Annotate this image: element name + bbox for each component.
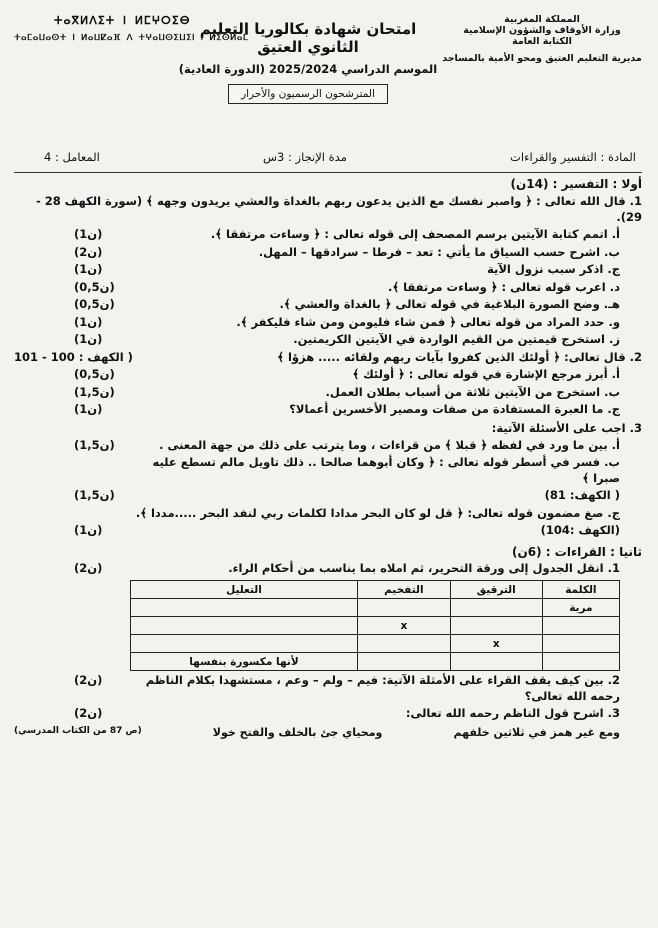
question-stem: 1. قال الله تعالى : ﴿ واصبر نفسك مع الذين يدعون ربهم بالغداة والعشي يريدون وجهه ﴾ (سورة الكهف 28 - 29). <box>35 194 642 224</box>
table-header: الكلمة <box>542 581 619 599</box>
item-text: هـ. وضح الصورة البلاغية في قوله تعالى ﴿ بالغداة والعشي ﴾. <box>279 297 620 311</box>
verse-source: (ص 87 من الكتاب المدرسي) <box>14 725 142 736</box>
table-header: التعليل <box>131 581 358 599</box>
item-points: (0,5ن) <box>74 367 115 381</box>
item-text: ب. اشرح حسب السياق ما يأتي : تعد – فرطا – سرادقها – المهل. <box>258 244 620 259</box>
question-item <box>14 402 642 418</box>
question-ref: ( الكهف : 100 - 101 <box>14 349 133 364</box>
item-points: (1,5ن) <box>74 488 115 502</box>
item-text: ج. اذكر سبب نزول الآية <box>487 262 620 276</box>
item-text: ج. ما العبرة المستفادة من صفات ومصير الأخسرين أعمالا؟ <box>289 402 620 416</box>
exam-title-block <box>174 20 442 104</box>
ra-rules-table <box>130 580 620 671</box>
exam-meta <box>14 148 642 166</box>
question-item <box>14 706 642 722</box>
poem-verse <box>14 726 642 739</box>
ministry-block <box>442 14 642 64</box>
verse-second-hemistich: ومحياي جئ بالخلف والفتح خولا <box>212 725 383 739</box>
table-cell: مرية <box>542 599 619 617</box>
question-item <box>14 315 642 331</box>
verse-first-hemistich: ومع غير همز في ثلاثين خلفهم <box>453 725 620 739</box>
table-cell <box>542 617 619 635</box>
item-points: (0,5ن) <box>74 279 115 294</box>
question-item <box>14 488 642 504</box>
table-cell <box>450 599 542 617</box>
table-cell: x <box>450 635 542 653</box>
table-cell <box>542 635 619 653</box>
question-item <box>14 385 642 401</box>
exam-title: امتحان شهادة بكالوريا التعليم الثانوي العتيق <box>199 20 417 56</box>
table-row <box>131 599 620 617</box>
item-text: ب. فسر في أسطر قوله تعالى : ﴿ وكان أبوهما صالحا .. ذلك تاويل مالم تسطع عليه صبرا ﴾ <box>152 455 620 485</box>
coefficient-label: المعامل : 4 <box>44 150 100 164</box>
table-cell <box>450 653 542 671</box>
item-text: ب. استخرج من الآيتين ثلاثة من أسباب بطلان العمل. <box>325 384 620 399</box>
item-points: (2ن) <box>74 560 103 575</box>
item-points: (1ن) <box>74 227 103 241</box>
ministry-line: المملكة المغربية <box>504 14 580 25</box>
table-cell <box>131 599 358 617</box>
item-text: أ. أبرز مرجع الإشارة في قوله تعالى : ﴿ أولئك ﴾ <box>352 367 620 381</box>
item-points: (0,5ن) <box>74 297 115 311</box>
item-text: 2. بين كيف يقف القراء على الأمثلة الآتية: فيم – ولم – وعم ، مستشهدا بكلام الناظم رحمه الله تعالى؟ <box>145 673 620 703</box>
table-cell <box>357 599 450 617</box>
table-header: الترقيق <box>450 581 542 599</box>
subject-label: المادة : التفسير والقراءات <box>510 150 636 164</box>
item-points: (2ن) <box>74 706 103 720</box>
item-points: (1ن) <box>74 332 103 346</box>
item-points: (2ن) <box>74 673 103 687</box>
section-title: ثانيا : القراءات : (6ن) <box>512 544 642 559</box>
item-points: (1ن) <box>74 262 103 276</box>
item-text: 3. اشرح قول الناظم رحمه الله تعالى: <box>405 706 620 720</box>
item-points: (1,5ن) <box>74 437 115 452</box>
document-header <box>14 8 642 100</box>
question-item <box>14 227 642 243</box>
item-text: (الكهف :104) <box>540 523 620 537</box>
table-cell: لأنها مكسورة بنفسها <box>131 653 358 671</box>
table-cell <box>450 617 542 635</box>
question-item <box>14 297 642 313</box>
item-text: 1. انقل الجدول إلى ورقة التحرير، ثم املاه بما يناسب من أحكام الراء. <box>228 560 620 575</box>
question-item <box>14 245 642 261</box>
duration-label: مدة الإنجاز : 3س <box>262 150 347 164</box>
item-text: أ. بين ما ورد في لفظه ﴿ قبلا ﴾ من قراءات ، وما يترتب على ذلك من جهة المعنى . <box>159 437 620 452</box>
item-points: (1,5ن) <box>74 384 115 399</box>
item-points: (1ن) <box>74 402 103 416</box>
table-row <box>131 653 620 671</box>
question-stem-text: 2. قال تعالى: ﴿ أولئك الذين كفروا بآيات ربهم ولقائه ..... هزؤا ﴾ <box>277 349 642 364</box>
question-item <box>14 523 642 539</box>
ministry-line: وزارة الأوقاف والشؤون الإسلامية <box>463 25 621 36</box>
tifinagh-line: ⵜⴰⵎⴰⵡⴰⵙⵜ ⵏ ⵍⴰⵡⵇⴰⴼ ⴷ ⵜⵖⴰⵡⵙⵉⵡⵉⵏ ⵏ ⵍⵉⵙⵍⴰⵎ <box>14 33 249 43</box>
item-points: (1ن) <box>74 314 103 329</box>
table-cell <box>542 653 619 671</box>
item-text: ز. استخرج قيمتين من القيم الواردة في الآيتين الكريمتين. <box>293 332 620 346</box>
item-points: (1ن) <box>74 523 103 537</box>
ministry-line: مديرية التعليم العتيق ومحو الأمية بالمساجد <box>442 53 642 64</box>
question-item <box>14 280 642 296</box>
exam-session: الموسم الدراسي 2025/2024 (الدورة العادية) <box>178 62 438 76</box>
item-points: (2ن) <box>74 244 103 259</box>
tifinagh-line: ⵜⴰⴳⵍⴷⵉⵜ ⵏ ⵍⵎⵖⵔⵉⴱ <box>54 14 191 27</box>
table-row <box>131 617 620 635</box>
ministry-line: الكتابة العامة <box>512 36 572 47</box>
question-item <box>14 367 642 383</box>
question-item <box>14 438 642 454</box>
question-stem <box>14 350 642 366</box>
divider <box>14 172 642 173</box>
table-header: التفخيم <box>357 581 450 599</box>
item-text: و. حدد المراد من قوله تعالى ﴿ فمن شاء فليومن ومن شاء فليكفر ﴾. <box>236 314 620 329</box>
question-item <box>14 262 642 278</box>
question-item <box>14 673 642 704</box>
table-cell: x <box>357 617 450 635</box>
table-cell <box>357 653 450 671</box>
candidates-box: المترشحون الرسميون والأحرار <box>228 84 388 104</box>
question-stem: 3. اجب على الأسئلة الآتية: <box>491 420 642 435</box>
table-header-row <box>131 581 620 599</box>
question-item <box>14 455 642 486</box>
item-text: ( الكهف: 81) <box>544 488 620 502</box>
table-cell <box>357 635 450 653</box>
table-cell <box>131 635 358 653</box>
question-item <box>14 506 642 522</box>
item-text: ج. صغ مضمون قوله تعالى: ﴿ قل لو كان البحر مدادا لكلمات ربي لنفد البحر .....مددا ﴾. <box>135 505 620 520</box>
item-text: د. اعرب قوله تعالى : ﴿ وساءت مرتفقا ﴾. <box>387 279 620 294</box>
question-item <box>14 332 642 348</box>
table-row <box>131 635 620 653</box>
section-title: أولا : التفسير : (14ن) <box>510 177 642 191</box>
item-text: أ. اتمم كتابة الآيتين برسم المصحف إلى قوله تعالى : ﴿ وساءت مرتفقا ﴾. <box>210 227 620 241</box>
table-cell <box>131 617 358 635</box>
question-item <box>14 561 642 577</box>
